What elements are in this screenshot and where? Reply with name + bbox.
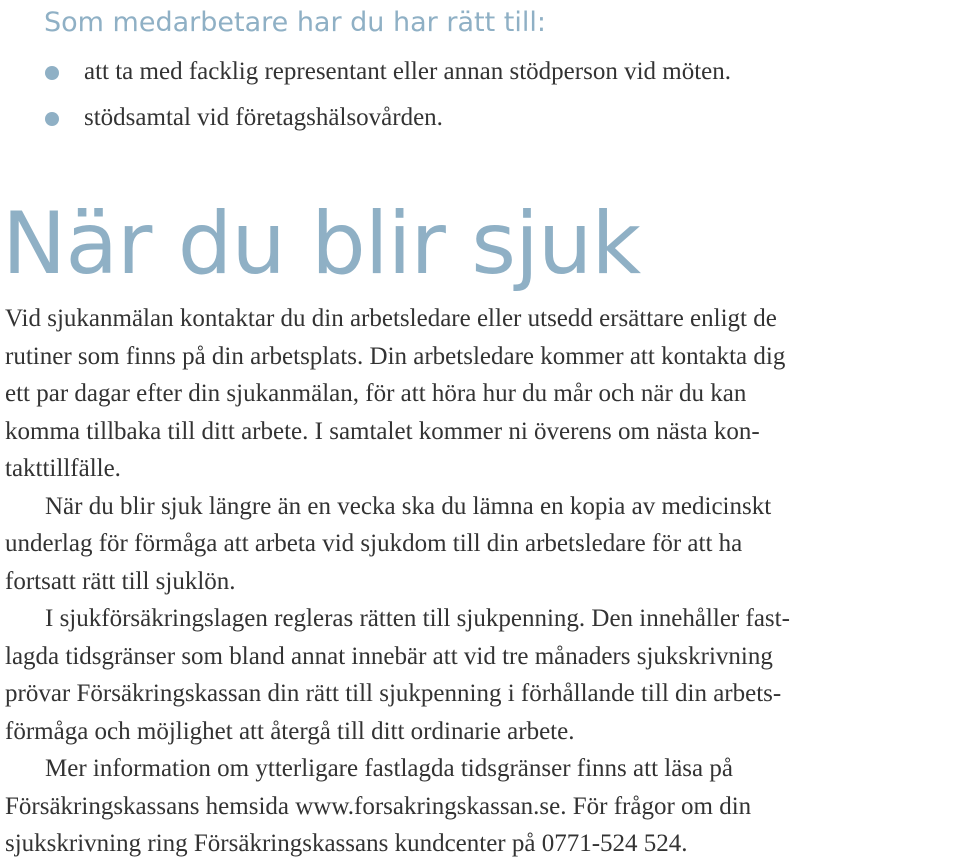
text-line: Vid sjukanmälan kontaktar du din arbetsledare eller utsedd ersättare enligt de xyxy=(5,305,777,332)
text-line: ett par dagar efter din sjukanmälan, för att höra hur du mår och när du kan xyxy=(5,380,747,407)
text-line: lagda tidsgränser som bland annat innebär att vid tre månaders sjukskrivning xyxy=(5,642,773,670)
text-line: underlag för förmåga att arbeta vid sjukdom till din arbetsledare för att ha xyxy=(5,530,743,557)
text-line: fortsatt rätt till sjuklön. xyxy=(5,567,236,595)
bullet-dot-icon xyxy=(45,112,59,126)
text-line: sjukskrivning ring Försäkringskassans kundcenter på 0771-524 524. xyxy=(5,830,688,857)
rights-list xyxy=(0,52,731,144)
list-item-text: stödsamtal vid företagshälsovården. xyxy=(84,104,443,131)
text-line: I sjukförsäkringslagen regleras rätten till sjukpenning. Den innehåller fast- xyxy=(45,605,790,632)
list-item-text: att ta med facklig representant eller annan stödperson vid möten. xyxy=(84,58,731,85)
bullet-dot-icon xyxy=(45,66,59,80)
text-line: komma tillbaka till ditt arbete. I samtalet kommer ni överens om nästa kon- xyxy=(5,417,760,445)
rights-heading: Som medarbetare har du har rätt till: xyxy=(44,7,546,38)
body-text xyxy=(5,300,960,863)
text-line: rutiner som finns på din arbetsplats. Din arbetsledare kommer att kontakta dig xyxy=(5,342,786,370)
section-heading: När du blir sjuk xyxy=(2,194,641,294)
text-line: förmåga och möjlighet att återgå till ditt ordinarie arbete. xyxy=(5,717,575,745)
text-line: Mer information om ytterligare fastlagda tidsgränser finns att läsa på xyxy=(45,755,733,782)
text-line: Försäkringskassans hemsida www.forsakringskassan.se. För frågor om din xyxy=(5,792,752,820)
list-item xyxy=(0,52,731,98)
text-line: När du blir sjuk längre än en vecka ska du lämna en kopia av medicinskt xyxy=(45,492,772,520)
list-item xyxy=(0,98,731,144)
text-line: prövar Försäkringskassan din rätt till sjukpenning i förhållande till din arbets- xyxy=(5,680,782,707)
text-line: takttillfälle. xyxy=(5,455,121,482)
